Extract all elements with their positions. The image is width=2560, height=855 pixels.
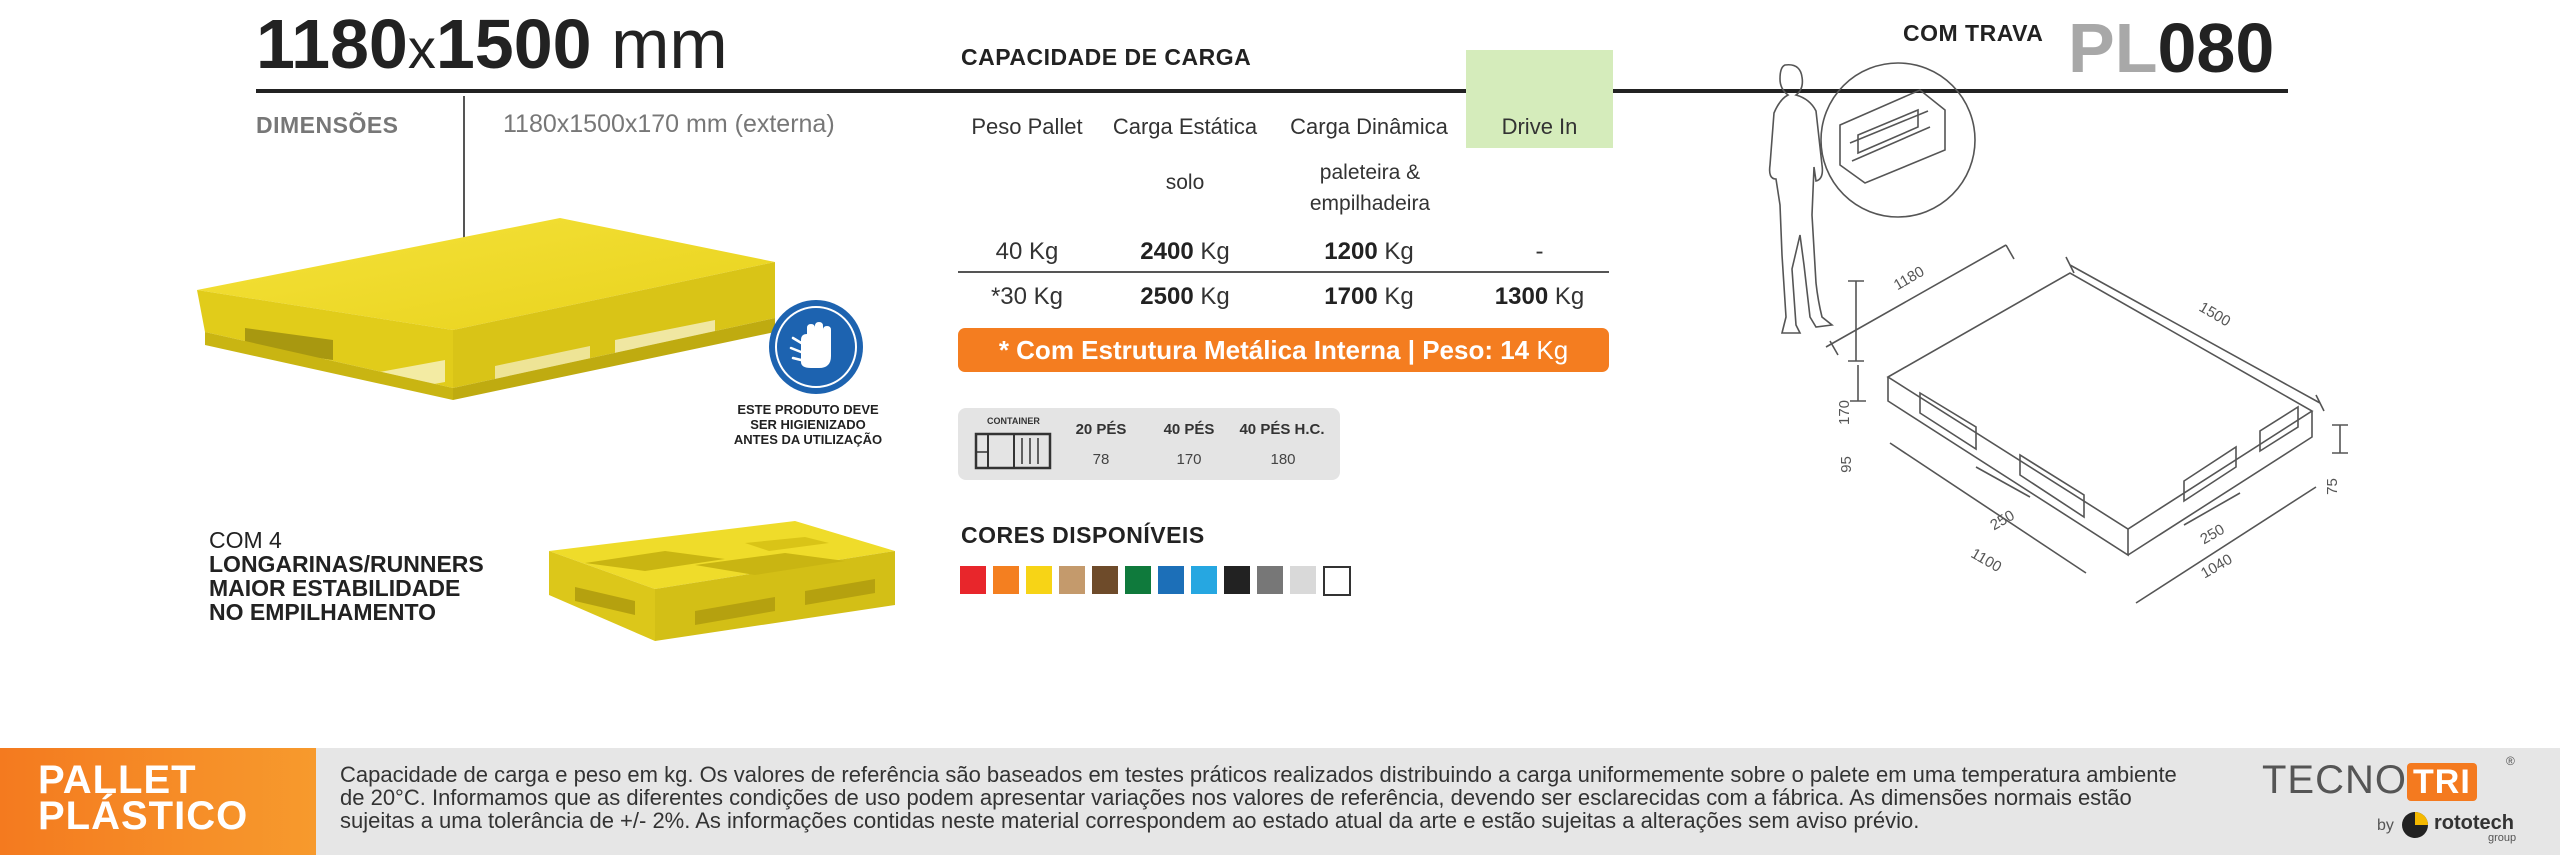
color-swatch — [1026, 566, 1052, 594]
times-sign: x — [407, 17, 436, 80]
dimensions-value: 1180x1500x170 mm (externa) — [503, 110, 835, 138]
hygiene-line-3: ANTES DA UTILIZAÇÃO — [733, 432, 883, 447]
color-swatch — [1059, 566, 1085, 594]
dimensions-label: DIMENSÕES — [256, 112, 399, 138]
row2-dinamica: 1700 Kg — [1324, 283, 1414, 310]
row1-dinamica: 1200 Kg — [1324, 238, 1414, 265]
row1-peso: 40 Kg — [995, 238, 1059, 265]
registered-mark: ® — [2506, 754, 2515, 768]
features-text — [209, 528, 484, 624]
row2-estatica: 2500 Kg — [1140, 283, 1230, 310]
features-line-2: LONGARINAS/RUNNERS — [209, 551, 484, 577]
rototech-label: rototech — [2434, 812, 2514, 834]
pallet-main-image — [185, 210, 845, 500]
dim-1500: 1500 — [2195, 298, 2234, 331]
col-header-peso: Peso Pallet — [971, 114, 1083, 139]
container-value-40: 170 — [1176, 451, 1202, 468]
page-title — [256, 4, 728, 89]
dim-75: 75 — [2323, 478, 2341, 495]
com-trava-label: COM TRAVA — [1903, 20, 2044, 46]
by-label: by — [2377, 817, 2394, 834]
dim-250-b: 250 — [2197, 520, 2228, 549]
color-swatch — [1290, 566, 1316, 594]
model-number: 080 — [2157, 9, 2275, 87]
dimension-b: 1500 — [435, 5, 592, 83]
row1-drive-in: - — [1535, 238, 1544, 265]
color-swatch — [1323, 566, 1351, 596]
hygiene-notice — [728, 402, 888, 447]
col-header-dinamica: Carga Dinâmica — [1290, 114, 1448, 139]
dimension-a: 1180 — [256, 5, 408, 83]
pallet-underside-image — [545, 515, 900, 645]
rototech-logo-icon — [2400, 810, 2430, 840]
color-swatch — [993, 566, 1019, 594]
col-header-estatica: Carga Estática — [1112, 114, 1258, 139]
technical-drawing — [1730, 55, 2360, 620]
row2-peso: *30 Kg — [990, 283, 1064, 310]
col-header-drive-in: Drive In — [1501, 114, 1578, 139]
hygiene-line-1: ESTE PRODUTO DEVE — [737, 402, 879, 417]
subheader-estatica: solo — [1165, 171, 1205, 194]
group-label: group — [2488, 832, 2517, 844]
container-icon — [974, 430, 1054, 472]
dim-250-a: 250 — [1987, 506, 2018, 535]
hygiene-line-2: SER HIGIENIZADO — [750, 417, 866, 432]
hand-wash-icon — [767, 298, 865, 396]
container-header-40: 40 PÉS — [1163, 421, 1215, 438]
color-swatch — [960, 566, 986, 594]
container-label: CONTAINER — [987, 416, 1040, 426]
color-swatch — [1224, 566, 1250, 594]
subheader-dinamica: paleteira & empilhadeira — [1309, 161, 1431, 215]
color-swatch — [1158, 566, 1184, 594]
row2-drive-in: 1300 Kg — [1494, 283, 1585, 310]
features-line-1: COM 4 — [209, 527, 282, 553]
dim-1040: 1040 — [2197, 550, 2236, 583]
container-header-40hc: 40 PÉS H.C. — [1239, 421, 1325, 438]
metal-structure-note: * Com Estrutura Metálica Interna | Peso: 14 Kg — [958, 328, 1609, 372]
capacity-title: CAPACIDADE DE CARGA — [961, 44, 1252, 70]
dim-1100: 1100 — [1967, 545, 2005, 576]
dim-170: 170 — [1836, 399, 1854, 426]
model-prefix: PL — [2068, 9, 2158, 87]
row1-estatica: 2400 Kg — [1140, 238, 1230, 265]
container-value-40hc: 180 — [1270, 451, 1296, 468]
dim-1180: 1180 — [1890, 263, 1928, 294]
dimension-unit: mm — [611, 5, 728, 83]
tecnotri-logo: TECNO TRI — [2262, 758, 2477, 803]
color-swatch — [1125, 566, 1151, 594]
table-row-divider — [958, 271, 1609, 273]
container-value-20: 78 — [1092, 451, 1110, 468]
color-swatch — [1092, 566, 1118, 594]
features-line-3: MAIOR ESTABILIDADE — [209, 575, 461, 601]
dim-95: 95 — [1837, 456, 1855, 473]
colors-title: CORES DISPONÍVEIS — [961, 522, 1205, 548]
color-swatch — [1191, 566, 1217, 594]
person-silhouette-icon — [1770, 65, 1832, 333]
container-header-20: 20 PÉS — [1075, 421, 1127, 438]
footer-disclaimer: Capacidade de carga e peso em kg. Os valores de referência são baseados em testes práticos realizados distribuindo a carga uniformemente sobre o palete em uma temperatura ambiente de 20°C. Informamos que as diferentes condições de uso podem apresentar variações nos valores de referência, devendo ser esclarecidas com a fábrica. As dimensões normais estão sujeitas a uma tolerância de +/- 2%. As informações contidas neste material correspondem ao estado atual da arte e estão sujeitas a alterações sem aviso prévio. — [340, 762, 2177, 833]
footer-title: PALLET PLÁSTICO — [38, 758, 249, 838]
features-line-4: NO EMPILHAMENTO — [209, 599, 437, 625]
color-swatch — [1257, 566, 1283, 594]
